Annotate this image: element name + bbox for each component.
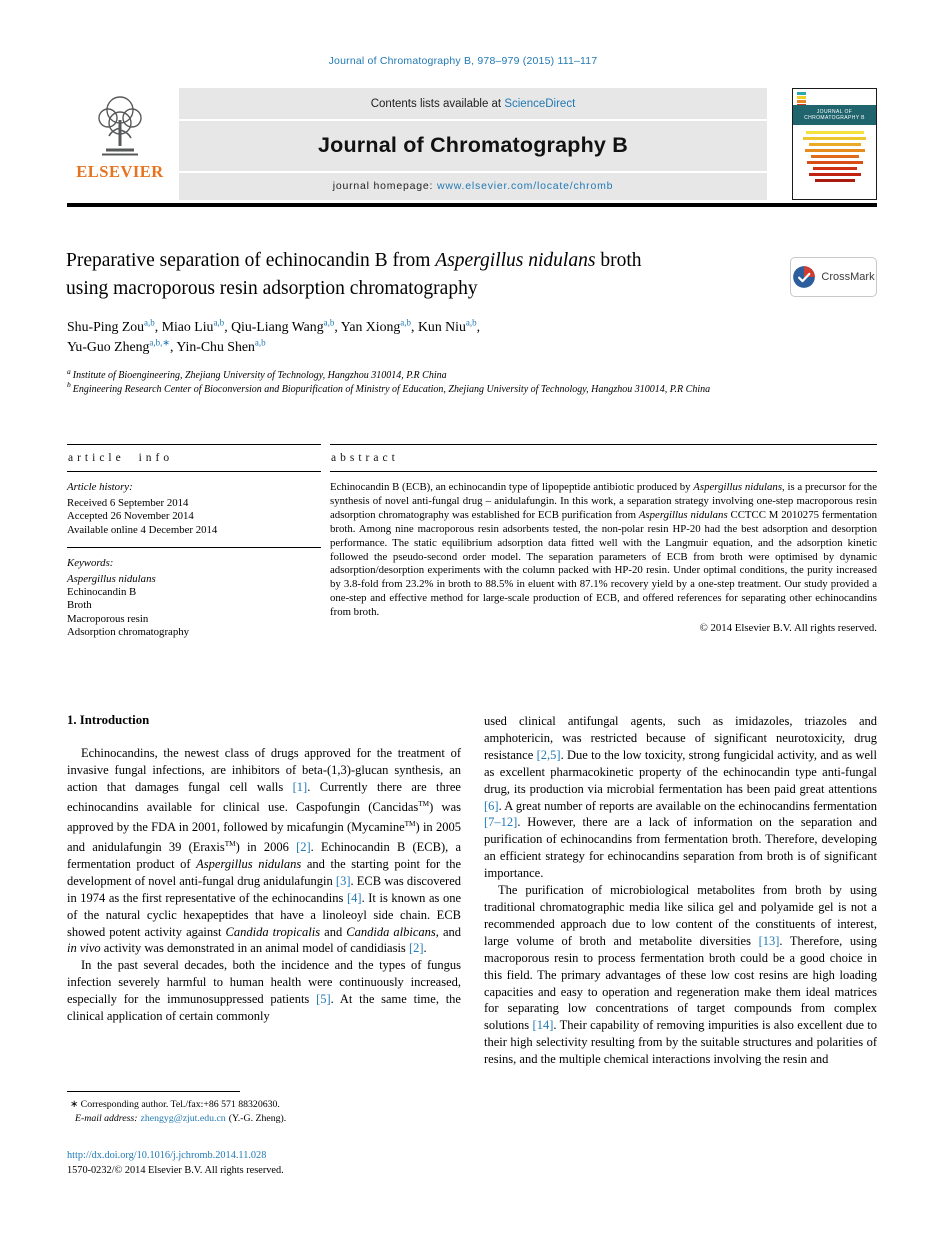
article-info-header: article info	[68, 452, 174, 464]
issn-copyright: 1570-0232/© 2014 Elsevier B.V. All rights reserved.	[67, 1164, 284, 1176]
author-separator: ,	[224, 319, 232, 334]
intro-paragraph-3: used clinical antifungal agents, such as imidazoles, triazoles and amphotericin, was restricted because of significant neurotoxicity, drug resistance [2,5]. Due to the low toxicity, strong fungicidal activity, and as well as excellent pharmacokinetic property of the echinocandin type anti-fungal drug, its production via microbial fermentation has been paid great attentions [6]. A great number of reports are available on the echinocandins fermentation [7–12]. However, there are a lack of information on the separation and purification of echinocandins from fermentation broth. Therefore, developing an efficient strategy for echinocandins separation from broth is of significant importance.	[484, 714, 877, 881]
keyword: Aspergillus nidulans	[67, 573, 156, 586]
keyword: Broth	[67, 599, 92, 612]
citation-ref[interactable]: [2]	[408, 941, 424, 956]
article-info-body	[67, 472, 321, 639]
citation-ref[interactable]: [1]	[292, 779, 308, 794]
author-affiliation-sup: a,b	[254, 337, 266, 348]
author-name: Shu-Ping Zou	[67, 319, 145, 334]
cover-stripe	[807, 161, 863, 164]
affiliation-text: Institute of Bioengineering, Zhejiang University of Technology, Hangzhou 310014, P.R China	[72, 370, 447, 381]
author-name: Miao Liu	[161, 319, 214, 334]
author-affiliation-sup: a,b,∗	[149, 337, 170, 348]
citation-ref[interactable]: [4]	[346, 890, 362, 905]
elsevier-logo	[67, 90, 173, 200]
author-line-1	[67, 317, 480, 337]
history-available-online: Available online 4 December 2014	[67, 523, 218, 536]
citation-ref[interactable]: [3]	[335, 873, 351, 888]
citation-ref[interactable]: [2,5]	[536, 747, 561, 762]
sciencedirect-link[interactable]: ScienceDirect	[504, 98, 576, 110]
keyword: Adsorption chromatography	[67, 625, 190, 638]
cover-stripe	[815, 179, 855, 182]
cover-stripe	[809, 173, 861, 176]
cover-stripe	[813, 167, 857, 170]
cover-chip	[797, 96, 806, 99]
citation-ref[interactable]: [13]	[758, 933, 780, 948]
doi-link[interactable]: http://dx.doi.org/10.1016/j.jchromb.2014.11.028	[67, 1150, 267, 1161]
homepage-link[interactable]: www.elsevier.com/locate/chromb	[436, 180, 614, 192]
intro-paragraph-4: The purification of microbiological metabolites from broth by using traditional chromatographic media like silica gel and polyamide gel is not a recommended approach due to low content of the constituents of interest, large volume of broth and metabolite diversities [13]. Therefore, using macroporous resin to process fermentation broth could be a good choice in this field. The primary advantages of these low cost resins are high loading capacities and easy to operation and regeneration make them ideal matrices for separating low concentrations of target compounds from complex solutions [14]. Their capability of removing impurities is also excellent due to their high selectivity resulting from by the suitable structures and polarities of resins, and the multiple chemical interactions involving the resin and	[484, 883, 878, 1067]
cover-title: JOURNAL OF CHROMATOGRAPHY B	[804, 109, 865, 121]
affiliation-text: Engineering Research Center of Bioconversion and Biopurification of Ministry of Education, Zhejiang University of Technology, Hangzhou 310014, P.R China	[72, 383, 711, 395]
keyword: Macroporous resin	[67, 612, 149, 625]
author-affiliation-sup: a,b	[323, 317, 335, 328]
crossmark-icon	[792, 265, 816, 289]
contents-line	[179, 88, 767, 121]
email-note	[67, 1112, 461, 1126]
cover-stripe	[811, 155, 859, 158]
affiliation-marker: b	[67, 380, 71, 390]
author-separator: ,	[334, 319, 341, 334]
history-accepted: Accepted 26 November 2014	[67, 510, 194, 523]
masthead-rule	[67, 203, 877, 207]
author-line-2	[67, 337, 480, 357]
crossmark-label: CrossMark	[821, 271, 875, 283]
corresponding-author-note: ∗ Corresponding author. Tel./fax:+86 571 88320630.	[70, 1099, 280, 1110]
author-name: Yu-Guo Zheng	[67, 339, 150, 354]
homepage-line	[179, 171, 767, 200]
cover-chip	[797, 100, 806, 103]
masthead	[67, 88, 877, 200]
crossmark-badge[interactable]	[790, 257, 877, 297]
author-affiliation-sup: a,b	[400, 317, 412, 328]
doi-block	[67, 1149, 284, 1178]
keyword: Echinocandin B	[67, 586, 137, 599]
footnote-rule	[67, 1091, 240, 1092]
article-info-panel	[67, 444, 321, 639]
author-affiliation-sup: a,b	[213, 317, 225, 328]
cover-stripe	[803, 137, 866, 140]
journal-citation-link[interactable]: Journal of Chromatography B, 978–979 (2015) 111–117	[328, 55, 598, 67]
keywords-label: Keywords:	[67, 556, 114, 569]
author-separator: ,	[476, 319, 481, 334]
journal-banner	[179, 88, 767, 200]
author	[162, 319, 231, 334]
body-column-right	[484, 713, 877, 1068]
author-affiliation-sup: a,b	[465, 317, 477, 328]
section-heading-introduction: 1. Introduction	[67, 713, 150, 727]
cover-stripe	[809, 143, 861, 146]
divider	[67, 547, 321, 548]
cover-stripe	[805, 149, 865, 152]
abstract-copyright: © 2014 Elsevier B.V. All rights reserved.	[699, 622, 877, 635]
email-label: E-mail address:	[75, 1112, 138, 1124]
author-affiliation-sup: a,b	[144, 317, 155, 328]
footnote-block	[67, 1091, 461, 1125]
author-name: Yan Xiong	[340, 319, 401, 334]
author	[176, 339, 265, 354]
elsevier-wordmark: ELSEVIER	[76, 162, 164, 181]
affiliation-a	[67, 366, 867, 383]
citation-ref[interactable]: [5]	[316, 992, 331, 1007]
cover-chip	[797, 92, 806, 95]
affiliations	[67, 366, 867, 396]
author-separator: ,	[154, 319, 162, 334]
article-title: Preparative separation of echinocandin B from Aspergillus nidulans broth using macroporous resin adsorption chromatography	[66, 250, 642, 299]
intro-paragraph-1: Echinocandins, the newest class of drugs approved for the treatment of invasive fungal infections, are inhibitors of beta-(1,3)-glucan synthesis, an action that damages fungal cell walls [1]. Currently there are three echinocandins available for clinical use. Caspofungin (Cancidas™) was approved by the FDA in 2001, followed by micafungin (Mycamine™) in 2005 and anidulafungin 39 (Eraxis™) in 2006 [2]. Echinocandin B (ECB), a fermentation product of Aspergillus nidulans and the starting point for the development of novel anti-fungal drug anidulafungin [3]. ECB was discovered in 1974 as the first representative of the echinocandins [4]. It is known as one of the natural cyclic hexapeptides that have a linoleoyl side chain. ECB showed potent activity against Candida tropicalis and Candida albicans, and in vivo activity was demonstrated in an animal model of candidiasis [2].	[67, 746, 462, 956]
abstract-panel	[330, 444, 877, 634]
author-separator: ,	[169, 339, 177, 354]
email-link[interactable]: zhengyg@zjut.edu.cn	[140, 1112, 226, 1124]
author	[67, 339, 176, 354]
citation-ref[interactable]: [7–12]	[484, 815, 518, 830]
cover-title-band	[793, 105, 876, 125]
history-received: Received 6 September 2014	[67, 497, 189, 510]
author-name: Yin-Chu Shen	[176, 339, 255, 354]
citation-ref[interactable]: [6]	[484, 798, 499, 813]
intro-paragraph-2: In the past several decades, both the incidence and the types of fungus infection severely harmful to human health were continuously increased, especially for the immunosuppressed patients [5]. At the same time, the clinical application of certain commonly	[67, 958, 461, 1024]
email-suffix: (Y.-G. Zheng).	[228, 1112, 287, 1124]
elsevier-tree-icon	[89, 90, 151, 160]
author-list	[67, 317, 480, 357]
cover-stripe	[806, 131, 864, 134]
journal-cover-thumbnail	[792, 88, 877, 200]
affiliation-marker: a	[67, 366, 71, 376]
author	[231, 319, 341, 334]
citation-ref[interactable]: [2]	[296, 840, 311, 854]
abstract-text: Echinocandin B (ECB), an echinocandin type of lipopeptide antibiotic produced by Aspergillus nidulans, is a precursor for the synthesis of novel anti-fungal drug – anidulafungin. In this work, a separation strategy involving one-step macroporous resin adsorption chromatography was established for ECB purification from Aspergillus nidulans CCTCC M 2010275 fermentation broth. Among nine macroporous resin adsorbents tested, the non-polar resin HP-20 had the best adsorption and desorption performance. The static equilibrium adsorption data fitted well with the Langmuir equation, and the adsorption kinetic followed the pseudo-second order model. The separation parameters of ECB from broth were optimised by dynamic adsorption/desorption experiments with the column packed with HP-20 resin. Under optimal conditions, the purity increased by 3.8-fold from 23.2% in broth to 88.5% in eluent with 87.1% recovery yield by a one-step treatment. Our study provided a one-step and effective method for large-scale production of ECB, and offered references for separating other echinocandins from broth.	[330, 481, 877, 619]
author	[418, 319, 480, 334]
author-separator: ,	[411, 319, 418, 334]
homepage-prefix: journal homepage:	[332, 180, 437, 192]
abstract-header: abstract	[331, 452, 399, 464]
cover-artwork	[793, 131, 876, 182]
author-name: Kun Niu	[417, 319, 466, 334]
author	[341, 319, 418, 334]
contents-prefix: Contents lists available at	[370, 98, 505, 110]
affiliation-b	[67, 380, 867, 397]
article-history-label: Article history:	[67, 481, 133, 493]
body-column-left	[67, 713, 461, 1025]
citation-ref[interactable]: [14]	[532, 1018, 554, 1033]
journal-title: Journal of Chromatography B	[317, 133, 628, 157]
author	[67, 319, 162, 334]
author-name: Qiu-Liang Wang	[231, 319, 324, 334]
